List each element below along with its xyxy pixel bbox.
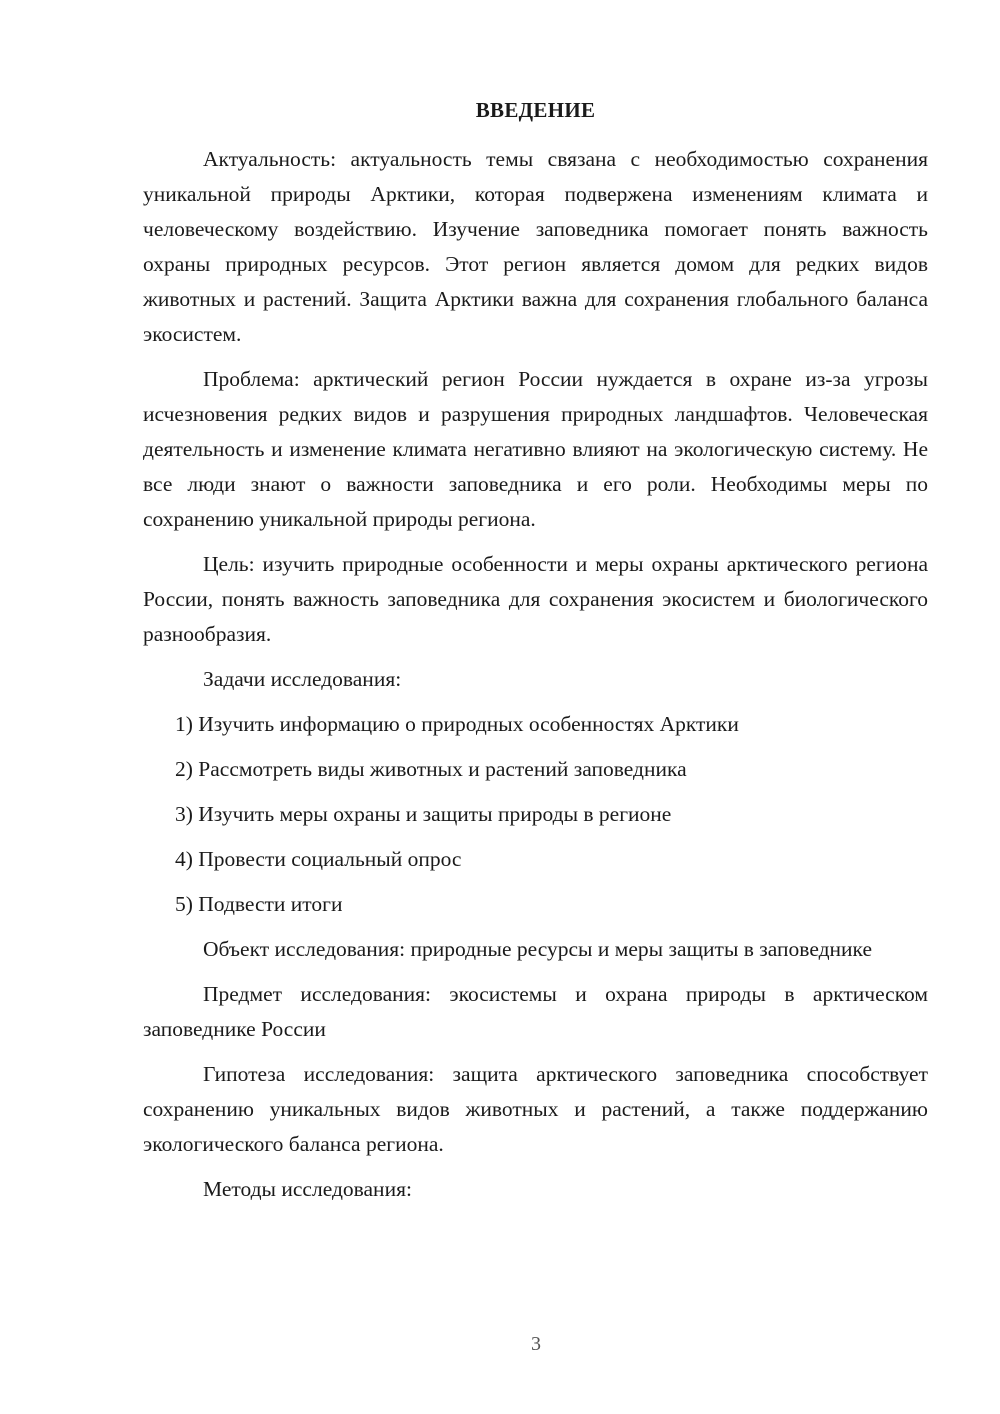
document-page [143,93,928,1217]
list-item: 2) Рассмотреть виды животных и растений заповедника [175,757,687,781]
goal-paragraph: Цель: изучить природные особенности и меры охраны арктического региона России, понять важность заповедника для сохранения экосистем и биологического разнообразия. [143,552,928,646]
object-paragraph: Объект исследования: природные ресурсы и меры защиты в заповеднике [203,937,872,961]
tasks-label: Задачи исследования: [203,667,402,691]
subject-paragraph: Предмет исследования: экосистемы и охрана природы в арктическом заповеднике России [143,982,928,1041]
methods-label: Методы исследования: [203,1177,412,1201]
relevance-paragraph: Актуальность: актуальность темы связана с необходимостью сохранения уникальной природы Арктики, которая подвержена изменениям климата и человеческому воздействию. Изучение заповедника помогает понять важность охраны природных ресурсов. Этот регион является домом для редких видов животных и растений. Защита Арктики важна для сохранения глобального баланса экосистем. [143,147,928,346]
tasks-list [143,707,928,922]
list-item: 5) Подвести итоги [175,892,343,916]
hypothesis-paragraph: Гипотеза исследования: защита арктического заповедника способствует сохранению уникальных видов животных и растений, а также поддержанию экологического баланса региона. [143,1062,928,1156]
list-item: 3) Изучить меры охраны и защиты природы в регионе [175,802,672,826]
problem-paragraph: Проблема: арктический регион России нуждается в охране из-за угрозы исчезновения редких видов и разрушения природных ландшафтов. Человеческая деятельность и изменение климата негативно влияют на экологическую систему. Не все люди знают о важности заповедника и его роли. Необходимы меры по сохранению уникальной природы региона. [143,367,928,531]
list-item: 4) Провести социальный опрос [175,847,462,871]
page-number: 3 [531,1333,541,1355]
page-title: ВВЕДЕНИЕ [475,98,596,122]
list-item: 1) Изучить информацию о природных особенностях Арктики [175,712,739,736]
